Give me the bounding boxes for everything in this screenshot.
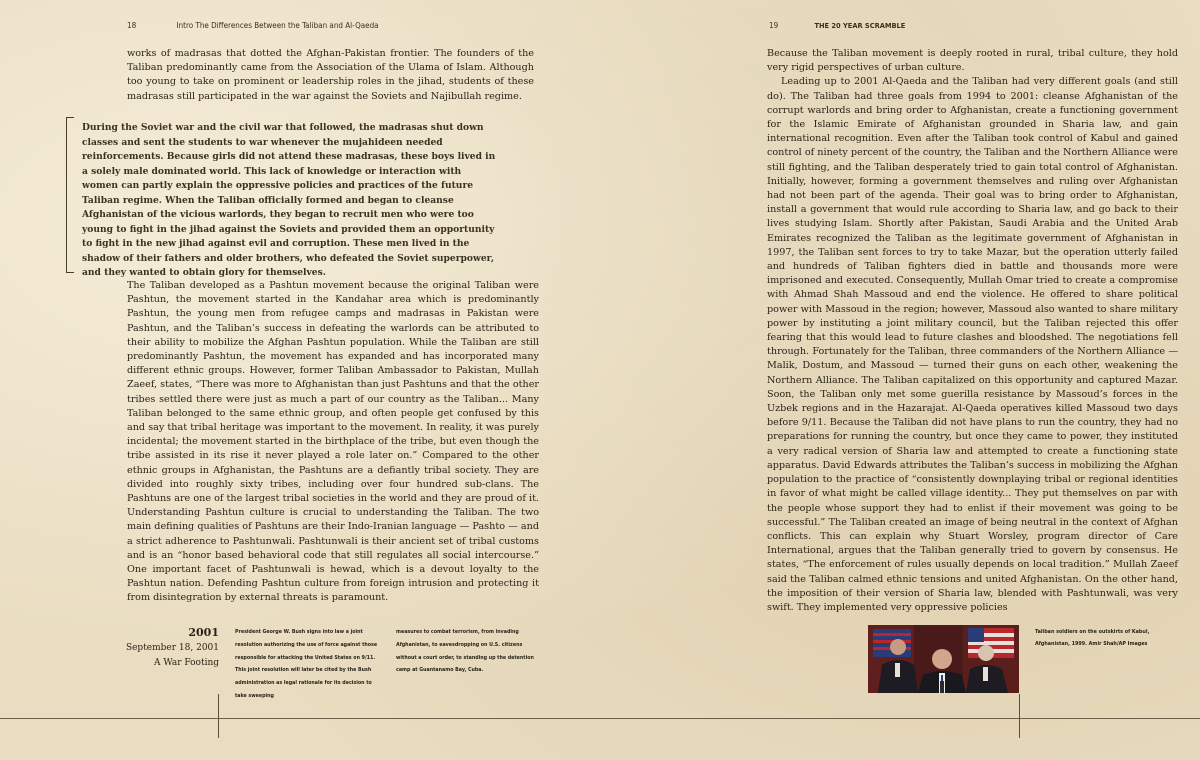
book-title: THE 20 YEAR SCRAMBLE bbox=[814, 21, 906, 30]
timeline-label: A War Footing bbox=[154, 658, 219, 668]
timeline-divider-right bbox=[1019, 694, 1020, 738]
section-label: Intro bbox=[176, 21, 194, 30]
pull-quote: During the Soviet war and the civil war that followed, the madrasas shut down classes and sent the students to war whenever the mujahideen needed reinforcements. Because girls did not attend these madrasas, these boys lived in a solely male dominated world. This lack of knowledge or interaction with women can partly explain the oppressive policies and practices of the future Taliban regime. When the Taliban officially formed and began to cleanse Afghanistan of the vicious warlords, they began to recruit men who were too young to fight in the jihad against the Soviets and provided them an opportunity to fight in the new jihad against evil and corruption. These men lived in the shadow of their fathers and older brothers, who defeated the Soviet superpower, and they wanted to obtain glory for themselves. bbox=[82, 122, 496, 278]
bottom-rule bbox=[0, 718, 1200, 719]
pull-quote-bracket bbox=[66, 117, 74, 273]
left-page-number: 18 bbox=[127, 21, 137, 30]
left-main-paragraph: The Taliban developed as a Pashtun movement because the original Taliban were Pashtun, the movement started in the Kandahar area which is predominantly Pashtun, the young men from refugee camps and madrasas in Pakistan were Pashtun, and the Taliban’s success in defeating the warlords can be attributed to their ability to mobilize the Afghan Pashtun population. While the Taliban are still predominantly Pashtun, the movement has expanded and has incorporated many different ethnic groups. However, former Taliban Ambassador to Pakistan, Mullah Zaeef, states, “There was more to Afghanistan than just Pashtuns and that the other tribes settled there were just as much a part of our country as the Taliban... Many Taliban belonged to the same ethnic group, and often people get confused by this and say that tribal heritage was important to the movement. In reality, it was purely incidental; the movement started in the birthplace of the tribe, but even though the tribe assisted in its rise it never played a role later on.” Compared to the other ethnic groups in Afghanistan, the Pashtuns are a defiantly tribal society. They are divided into roughly sixty tribes, including over four hundred sub-clans. The Pashtuns are one of the largest tribal societies in the world and they are proud of it. Understanding Pashtun culture is crucial to understanding the Taliban. The two main defining qualities of Pashtuns are their Indo-Iranian language — Pashto — and a strict adherence to Pashtunwali. Pashtunwali is their ancient set of tribal customs and is an “honor based behavioral code that still regulates all social intercourse.” One important facet of Pashtunwali is hewad, which is a devout loyalty to the Pashtun nation. Defending Pashtun culture from foreign intrusion and protecting it from disintegration by external threats is paramount. bbox=[127, 280, 539, 604]
chapter-title: The Differences Between the Taliban and Al-Qaeda bbox=[195, 21, 379, 30]
right-column bbox=[767, 47, 1178, 615]
timeline-date: September 18, 2001 bbox=[125, 643, 219, 653]
left-top-paragraph: works of madrasas that dotted the Afghan-Pakistan frontier. The founders of the Taliban predominantly came from the Association of the Ulama of Islam. Although too young to take on prominent or leadership roles in the jihad, students of these madrasas still participated in the war against the Soviets and Najibullah regime. bbox=[127, 48, 534, 102]
timeline-text-col2: measures to combat terrorism, from invading Afghanistan, to eavesdropping on U.S. citizens without a court order, to standing up the detention camp at Guantanamo Bay, Cuba. bbox=[396, 629, 534, 674]
timeline-divider-left bbox=[218, 694, 219, 738]
right-paragraph-1: Because the Taliban movement is deeply rooted in rural, tribal culture, they hold very rigid perspectives of urban culture. bbox=[767, 48, 1178, 74]
left-page-header bbox=[127, 21, 379, 30]
photo-caption: Taliban soldiers on the outskirts of Kabul, Afghanistan, 1999. Amir Shah/AP Images bbox=[1035, 629, 1150, 647]
timeline-text-col1: President George W. Bush signs into law a joint resolution authorizing the use of force against those responsible for attacking the United States on 9/11. This joint resolution will later be cited by the Bush administration as legal rationale for its decision to take sweeping bbox=[235, 629, 378, 699]
timeline-year: 2001 bbox=[188, 626, 219, 639]
timeline-date-block bbox=[120, 641, 219, 671]
news-photo bbox=[868, 625, 1019, 693]
right-page-header bbox=[769, 21, 905, 30]
right-page-number: 19 bbox=[769, 21, 779, 30]
right-paragraph-2: Leading up to 2001 Al-Qaeda and the Taliban had very different goals (and still do). The Taliban had three goals from 1994 to 2001: cleanse Afghanistan of the corrupt warlords and bring order to Afghanistan, create a functioning government for the Islamic Emirate of Afghanistan grounded in Sharia law, and gain international recognition. Even after the Taliban took control of Kabul and gained control of ninety percent of the country, the Taliban and the Northern Alliance were still fighting, and the Taliban desperately tried to gain total control of Afghanistan. Initially, however, forming a government themselves and ruling over Afghanistan had not been part of the agenda. Their goal was to bring order to Afghanistan, install a government that would rule according to Sharia law, and go back to their lives studying Islam. Shortly after Pakistan, Saudi Arabia and the United Arab Emirates recognized the Taliban as the legitimate government of Afghanistan in 1997, the Taliban sent forces to try to take Mazar, but the operation utterly failed and hundreds of Taliban fighters died in battle and thousands more were imprisoned and executed. Consequently, Mullah Omar tried to create a compromise with Ahmad Shah Massoud and end the violence. He offered to share political power with Massoud in the region; however, Massoud also wanted to share military power by instituting a joint military council, but the Taliban rejected this offer fearing that this would lead to future clashes and bloodshed. The negotiations fell through. Fortunately for the Taliban, three commanders of the Northern Alliance — Malik, Dostum, and Massoud — turned their guns on each other, weakening the Northern Alliance. The Taliban capitalized on this opportunity and captured Mazar. Soon, the Taliban only met some guerilla resistance by Massoud’s forces in the Uzbek regions and in the Hazarajat. Al-Qaeda operatives killed Massoud two days before 9/11. Because the Taliban did not have plans to run the country, they had no preparations for running the country, but once they came to power, they instituted a very radical version of Sharia law and attempted to create a functioning state apparatus. David Edwards attributes the Taliban’s success in mobilizing the Afghan population to the practice of “consistently downplaying tribal or regional identities in favor of what might be called village identity... They put themselves on par with the people whose support they had to enlist if their movement was going to be successful.” The Taliban created an image of being neutral in the context of Afghan conflicts. This can explain why Stuart Worsley, program director of Care International, argues that the Taliban generally tried to govern by consensus. He states, “The enforcement of rules usually depends on local tradition.” Mullah Zaeef said the Taliban calmed ethnic tensions and united Afghanistan. On the other hand, the imposition of their version of Sharia law, blended with Pashtunwali, was very swift. They implemented very oppressive policies bbox=[767, 76, 1178, 613]
photo-illustration bbox=[868, 625, 1019, 693]
